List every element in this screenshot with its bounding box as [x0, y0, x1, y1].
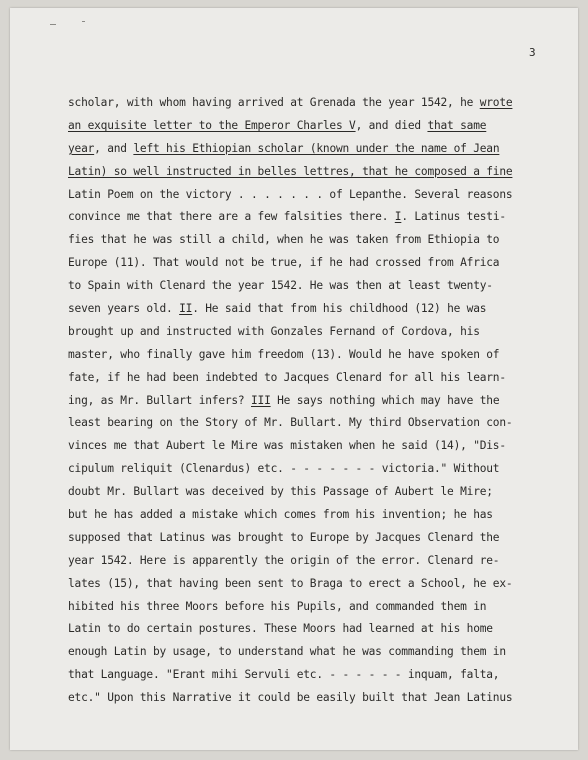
text-line: [68, 527, 544, 550]
text-segment: etc." Upon this Narrative it could be easily built that Jean Latinus: [68, 691, 513, 705]
document-page: [10, 8, 578, 750]
text-segment: scholar, with whom having arrived at Grenada the year 1542, he: [68, 96, 480, 109]
text-segment: , and died: [355, 118, 428, 132]
text-segment: brought up and instructed with Gonzales Fernand of Cordova, his: [68, 324, 480, 338]
text-line: [68, 390, 544, 413]
text-line: [68, 481, 544, 504]
text-line: [68, 252, 544, 275]
text-line: [68, 344, 544, 367]
underlined-text: an exquisite letter to the Emperor Charles V: [68, 118, 356, 132]
underlined-text: Latin) so well instructed in belles lettres, that he composed a fine: [68, 164, 513, 178]
text-segment: . Latinus testi-: [401, 210, 506, 224]
text-segment: Latin Poem on the victory . . . . . . . of Lepanthe. Several reasons: [68, 187, 513, 201]
text-line: [68, 458, 544, 481]
text-line: [68, 596, 544, 619]
text-segment: seven years old.: [68, 302, 180, 316]
text-segment: fate, if he had been indebted to Jacques Clenard for all his learn-: [68, 370, 506, 384]
text-line: [68, 641, 544, 664]
text-line: [68, 115, 544, 138]
text-line: [68, 92, 544, 115]
text-segment: Latin to do certain postures. These Moors had learned at his home: [68, 622, 493, 636]
underlined-text: II: [179, 302, 193, 316]
text-segment: He says nothing which may have the: [270, 393, 500, 407]
text-segment: . He said that from his childhood (12) he was: [192, 302, 487, 316]
text-line: [68, 138, 544, 161]
underlined-text: I: [394, 210, 402, 224]
text-line: [68, 573, 544, 596]
text-line: [68, 367, 544, 390]
underlined-text: left his Ethiopian scholar (known under the name of Jean: [133, 141, 500, 155]
text-segment: hibited his three Moors before his Pupils, and commanded them in: [68, 599, 487, 613]
text-segment: to Spain with Clenard the year 1542. He was then at least twenty-: [68, 279, 493, 293]
text-line: [68, 275, 544, 298]
text-segment: ing, as Mr. Bullart infers?: [68, 393, 251, 407]
text-segment: doubt Mr. Bullart was deceived by this Passage of Aubert le Mire;: [68, 485, 493, 499]
text-line: [68, 435, 544, 458]
text-line: [68, 161, 544, 184]
underlined-text: wrote: [479, 96, 513, 109]
page-number: 3: [529, 46, 536, 59]
text-line: [68, 321, 544, 344]
text-segment: fies that he was still a child, when he was taken from Ethiopia to: [68, 233, 500, 247]
text-line: [68, 412, 544, 435]
text-line: [68, 298, 544, 321]
text-segment: convince me that there are a few falsities there.: [68, 210, 395, 224]
text-segment: year 1542. Here is apparently the origin of the error. Clenard re-: [68, 553, 500, 567]
body-text: [68, 92, 544, 710]
text-segment: Europe (11). That would not be true, if he had crossed from Africa: [68, 256, 500, 270]
underlined-text: III: [251, 393, 271, 407]
text-line: [68, 664, 544, 687]
paper-speck: [50, 24, 56, 25]
text-segment: supposed that Latinus was brought to Europe by Jacques Clenard the: [68, 530, 500, 544]
underlined-text: year: [68, 141, 95, 155]
text-segment: lates (15), that having been sent to Braga to erect a School, he ex-: [68, 576, 513, 590]
text-line: [68, 550, 544, 573]
text-segment: master, who finally gave him freedom (13). Would he have spoken of: [68, 347, 500, 361]
text-segment: , and: [94, 141, 134, 155]
text-line: [68, 504, 544, 527]
paper-speck: [82, 21, 85, 22]
text-line: [68, 184, 544, 207]
text-segment: that Language. "Erant mihi Servuli etc. - - - - - - inquam, falta,: [68, 668, 500, 682]
text-line: [68, 687, 544, 710]
text-line: [68, 618, 544, 641]
text-segment: but he has added a mistake which comes from his invention; he has: [68, 508, 493, 522]
underlined-text: that same: [427, 118, 487, 132]
text-segment: cipulum reliquit (Clenardus) etc. - - - - - - - victoria." Without: [68, 462, 500, 476]
text-segment: vinces me that Aubert le Mire was mistaken when he said (14), "Dis-: [68, 439, 506, 453]
text-segment: enough Latin by usage, to understand what he was commanding them in: [68, 645, 506, 659]
text-segment: least bearing on the Story of Mr. Bullart. My third Observation con-: [68, 416, 513, 430]
text-line: [68, 206, 544, 229]
text-line: [68, 229, 544, 252]
